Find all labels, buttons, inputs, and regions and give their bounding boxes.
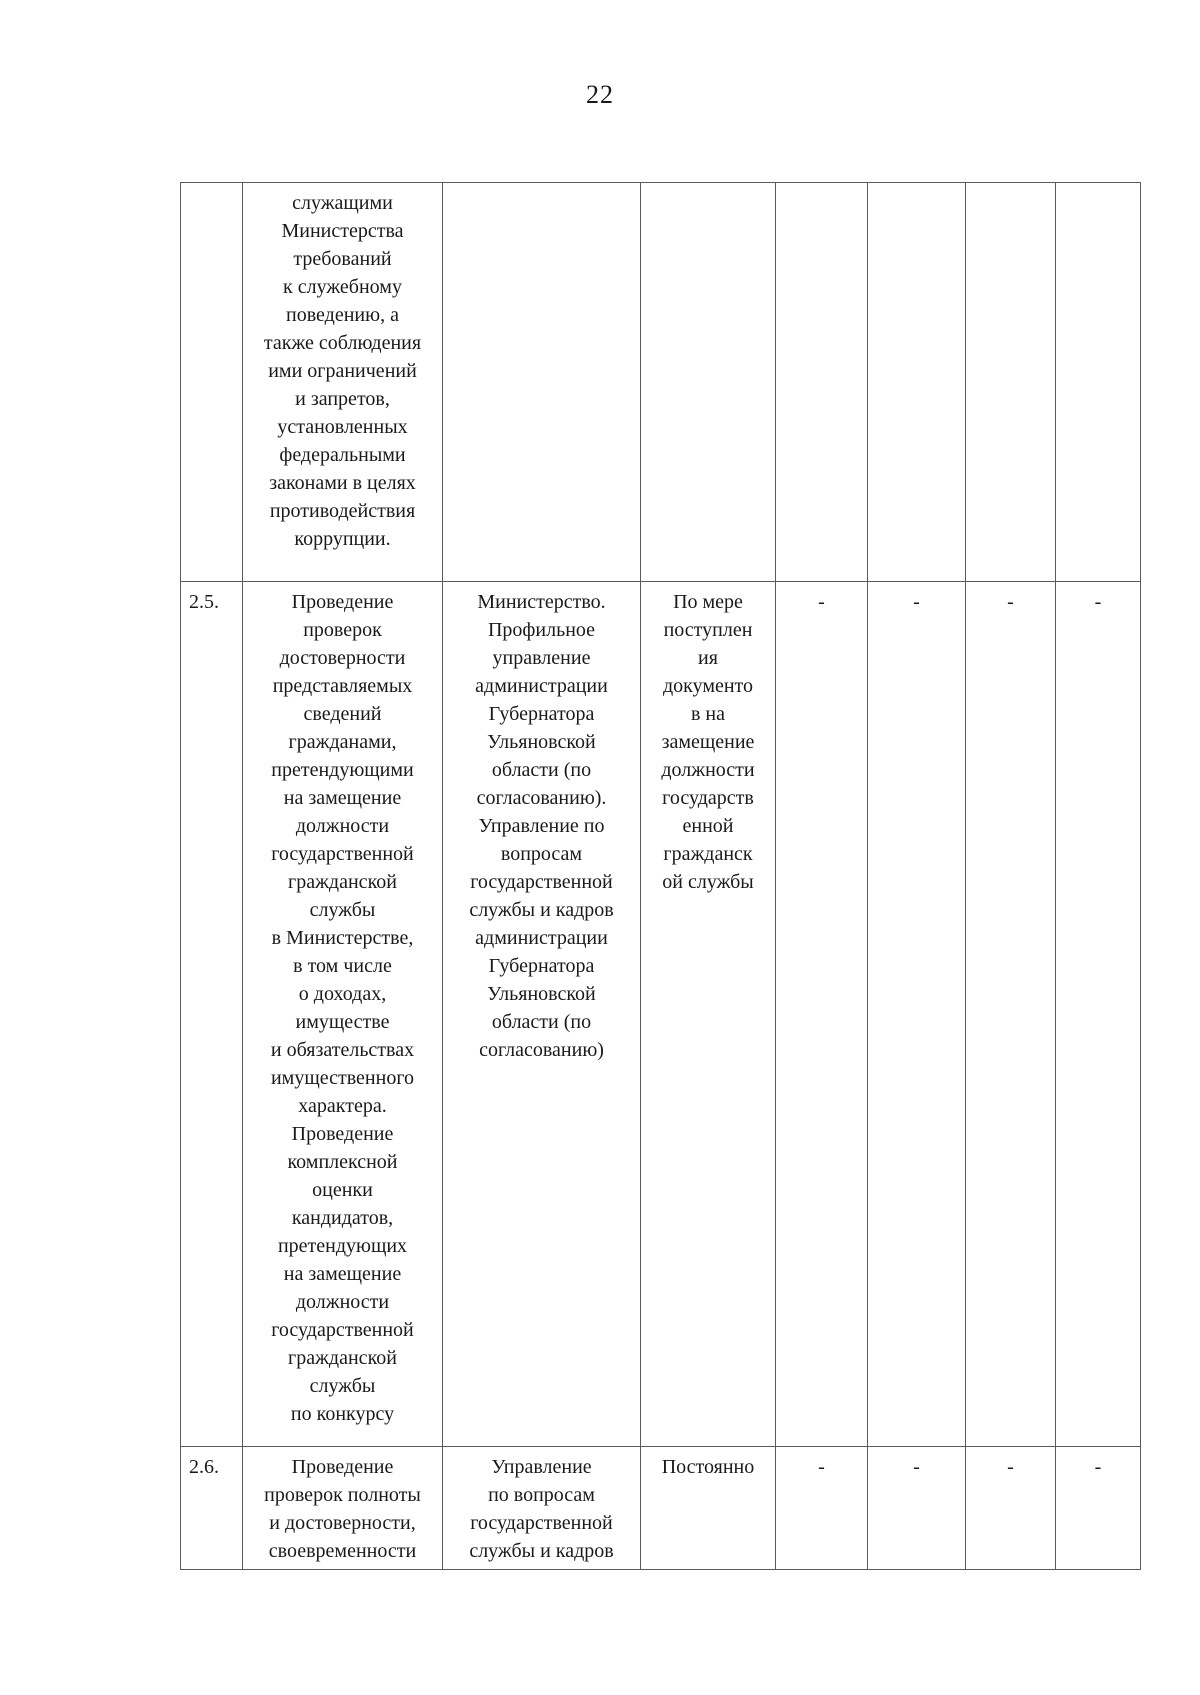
value-cell: - (868, 582, 966, 1447)
deadline-cell (641, 183, 776, 582)
table-row (181, 582, 1141, 1447)
value-cell: - (1056, 582, 1141, 1447)
measure-cell (243, 582, 443, 1447)
measures-table (180, 182, 1141, 1570)
deadline-cell (641, 1447, 776, 1570)
value-cell (776, 183, 868, 582)
value-cell: - (966, 1447, 1056, 1570)
value-cell (966, 183, 1056, 582)
value-cell (1056, 183, 1141, 582)
row-number (181, 183, 243, 582)
value-cell (868, 183, 966, 582)
deadline-text: Постоянно (661, 1456, 755, 1478)
measure-cell (243, 183, 443, 582)
measure-text: служащими Министерства требований к служебному поведению, а также соблюдения ими ограничений и запретов, установленных федеральными законами в целях противодействия коррупции. (263, 192, 422, 550)
row-number: 2.6. (181, 1447, 243, 1570)
executor-text: Управление по вопросам государственной службы и кадров (469, 1456, 614, 1562)
table-row (181, 183, 1141, 582)
value-cell: - (776, 1447, 868, 1570)
value-cell: - (776, 582, 868, 1447)
executor-text: Министерство. Профильное управление администрации Губернатора Ульяновской области (по согласованию). Управление по вопросам государственной службы и кадров администрации Губернатора Ульяновской области (по согласованию) (469, 591, 614, 1061)
deadline-text: По мере поступлен ия документо в на замещение должности государств енной гражданск ой службы (661, 591, 755, 893)
value-cell: - (868, 1447, 966, 1570)
executor-cell (443, 582, 641, 1447)
page-number: 22 (586, 80, 614, 109)
table-row (181, 1447, 1141, 1570)
row-number: 2.5. (181, 582, 243, 1447)
measure-text: Проведение проверок достоверности представляемых сведений гражданами, претендующими на замещение должности государственной гражданской службы в Министерстве, в том числе о доходах, имуществе и обязательствах имущественного характера. Проведение комплексной оценки кандидатов, претендующих на замещение должности государственной гражданской службы по конкурсу (270, 591, 415, 1425)
value-cell: - (966, 582, 1056, 1447)
deadline-cell (641, 582, 776, 1447)
measure-text: Проведение проверок полноты и достоверности, своевременности (264, 1456, 421, 1562)
executor-cell (443, 1447, 641, 1570)
measure-cell (243, 1447, 443, 1570)
executor-cell (443, 183, 641, 582)
value-cell: - (1056, 1447, 1141, 1570)
